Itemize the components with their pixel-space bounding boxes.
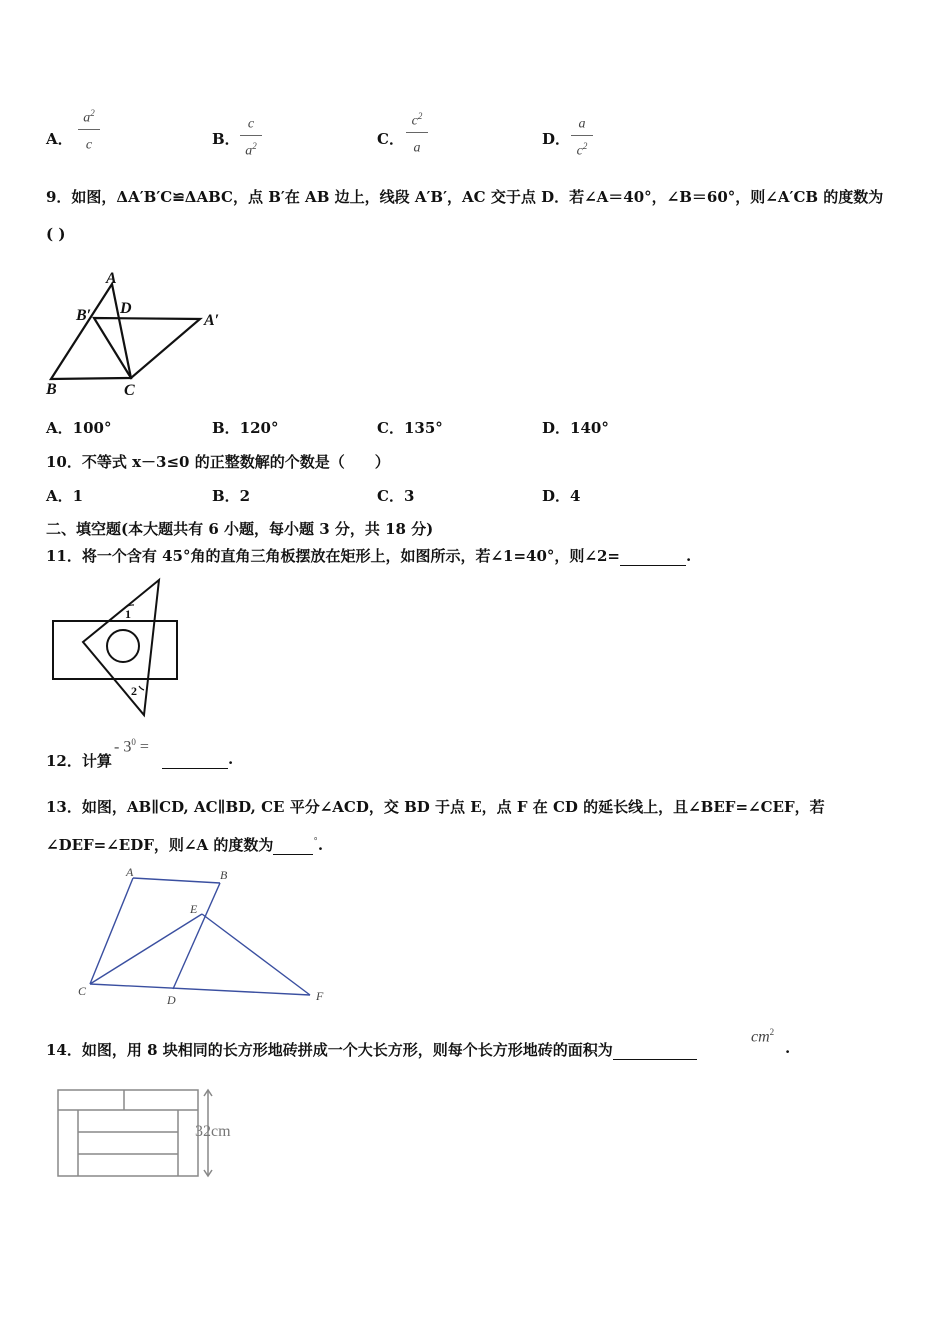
q9-label-d: D [120, 300, 132, 317]
q13-text-line2: ∠DEF=∠EDF，则∠A 的度数为 °. [46, 836, 324, 854]
q9-text-line1: 9．如图，ΔA′B′C≌ΔABC，点 B′在 AB 边上，线段 A′B′，AC 交于点 D．若∠A＝40°，∠B＝60°，则∠A′CB 的度数为 [46, 188, 884, 206]
q10-option-b: B．2 [212, 487, 251, 505]
q9-triangle-abc [51, 284, 131, 379]
q8-option-b-label: B． [212, 130, 240, 148]
q11-text: 11．将一个含有 45°角的直角三角板摆放在矩形上，如图所示，若∠1=40°，则∠2= . [46, 547, 692, 565]
q10-option-c: C．3 [377, 487, 415, 505]
q13-figure [70, 862, 340, 1010]
q9-triangle-a-prime-b-prime-c [94, 318, 200, 378]
q13-label-c: C [78, 984, 87, 998]
q13-answer-blank[interactable] [273, 836, 313, 855]
q8-option-c-label: C． [377, 130, 404, 148]
q13-label-f: F [316, 989, 324, 1003]
q13-label-b: B [220, 868, 228, 882]
q10-text: 10．不等式 x－3≤0 的正整数解的个数是（ ） [46, 453, 390, 471]
q10-option-d: D．4 [542, 487, 581, 505]
q8-option-b-fraction: c $a^2$ [236, 110, 266, 160]
q12-answer: . [162, 750, 233, 769]
q9-label-b: B [46, 381, 57, 398]
q13-label-e: E [190, 902, 198, 916]
q9-figure [40, 262, 240, 402]
q9-option-d: D．140° [542, 419, 609, 437]
q9-label-b-prime: B′ [76, 307, 92, 324]
q12-answer-blank[interactable] [162, 750, 228, 769]
q9-label-a: A [106, 270, 117, 287]
q11-triangle [83, 580, 159, 715]
q9-option-b: B．120° [212, 419, 279, 437]
q14-answer-blank[interactable] [613, 1041, 697, 1060]
q9-label-c: C [124, 382, 135, 399]
q8-option-c-fraction: $c^2$ a [402, 107, 432, 157]
q9-label-a-prime: A′ [204, 312, 220, 329]
q12-expression: - $3^0$ = [114, 737, 149, 756]
q13-line-ef [202, 914, 310, 995]
q8-option-d-label: D． [542, 130, 571, 148]
q14-outer-rectangle [58, 1090, 198, 1176]
q9-text-line2: ( ) [46, 225, 66, 243]
q8-option-a-label: A． [46, 130, 73, 148]
q9-option-c: C．135° [377, 419, 443, 437]
q8-option-d-fraction: a $c^2$ [567, 110, 597, 160]
q11-rectangle [53, 621, 177, 679]
q11-label-angle1: 1 [125, 607, 131, 621]
q14-dimension-label: 32cm [195, 1123, 231, 1140]
q13-line-bd [173, 883, 220, 989]
q11-circle [107, 630, 139, 662]
q11-figure [46, 574, 186, 722]
q13-text-line1: 13．如图，AB∥CD, AC∥BD, CE 平分∠ACD，交 BD 于点 E，点 F 在 CD 的延长线上，且∠BEF=∠CEF，若 [46, 798, 825, 816]
q13-label-d: D [167, 993, 176, 1007]
q12-text: 12．计算 [46, 752, 112, 770]
q14-end: . [785, 1039, 791, 1057]
q10-option-a: A．1 [46, 487, 84, 505]
q13-label-a: A [126, 865, 134, 879]
q13-line-cf [90, 984, 310, 995]
q11-answer-blank[interactable] [620, 547, 686, 566]
q14-text: 14．如图，用 8 块相同的长方形地砖拼成一个大长方形，则每个长方形地砖的面积为 [46, 1039, 697, 1060]
q13-line-ce [90, 914, 202, 984]
q9-option-a: A．100° [46, 419, 112, 437]
q14-figure [52, 1084, 252, 1184]
section2-heading: 二、填空题(本大题共有 6 小题，每小题 3 分，共 18 分) [46, 520, 434, 538]
q14-unit: $cm^2$ [751, 1027, 775, 1046]
q11-label-angle2: 2 [131, 684, 137, 698]
q8-option-a-fraction: $a^2$ c [74, 104, 104, 154]
q11-angle2-arc [139, 686, 144, 690]
q13-line-ac [90, 878, 133, 984]
q13-line-ab [133, 878, 220, 883]
